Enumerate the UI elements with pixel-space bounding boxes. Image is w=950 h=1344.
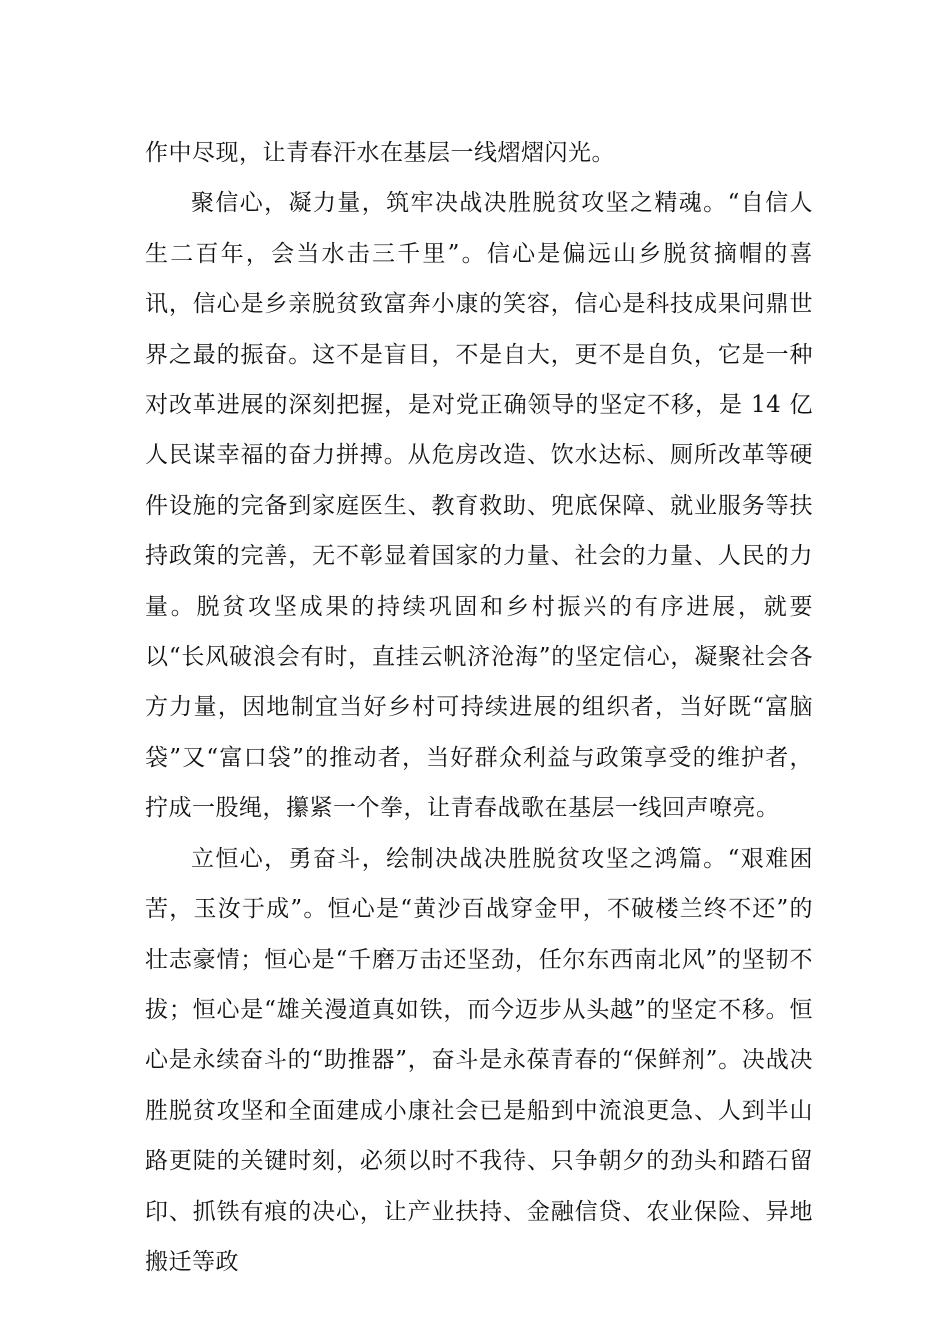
paragraph-confidence: 聚信心，凝力量，筑牢决战决胜脱贫攻坚之精魂。“自信人生二百年，会当水击三千里”。信心是偏远山乡脱贫摘帽的喜讯，信心是乡亲脱贫致富奔小康的笑容，信心是科技成果问鼎世界之最的振奋。这不是盲目，不是自大，更不是自负，它是一种对改革进展的深刻把握，是对党正确领导的坚定不移，是 14 亿人民谋幸福的奋力拼搏。从危房改造、饮水达标、厕所改革等硬件设施的完备到家庭医生、教育救助、兜底保障、就业服务等扶持政策的完善，无不彰显着国家的力量、社会的力量、人民的力量。脱贫攻坚成果的持续巩固和乡村振兴的有序进展，就要以“长风破浪会有时，直挂云帆济沧海”的坚定信心，凝聚社会各方力量，因地制宜当好乡村可持续进展的组织者，当好既“富脑袋”又“富口袋”的推动者，当好群众利益与政策享受的维护者，拧成一股绳，攥紧一个拳，让青春战歌在基层一线回声嘹亮。 — [145, 190, 813, 822]
paragraph-continuation: 作中尽现，让青春汗水在基层一线熠熠闪光。 — [145, 140, 615, 166]
paragraph-perseverance: 立恒心，勇奋斗，绘制决战决胜脱贫攻坚之鸿篇。“艰难困苦，玉汝于成”。恒心是“黄沙百战穿金甲，不破楼兰终不还”的壮志豪情；恒心是“千磨万击还坚劲，任尔东西南北风”的坚韧不拔；恒心是“雄关漫道真如铁，而今迈步从头越”的坚定不移。恒心是永续奋斗的“助推器”，奋斗是永葆青春的“保鲜剂”。决战决胜脱贫攻坚和全面建成小康社会已是船到中流浪更急、人到半山路更陡的关键时刻，必须以时不我待、只争朝夕的劲头和踏石留印、抓铁有痕的决心，让产业扶持、金融信贷、农业保险、异地搬迁等政 — [145, 845, 813, 1275]
document-body — [145, 128, 813, 1287]
